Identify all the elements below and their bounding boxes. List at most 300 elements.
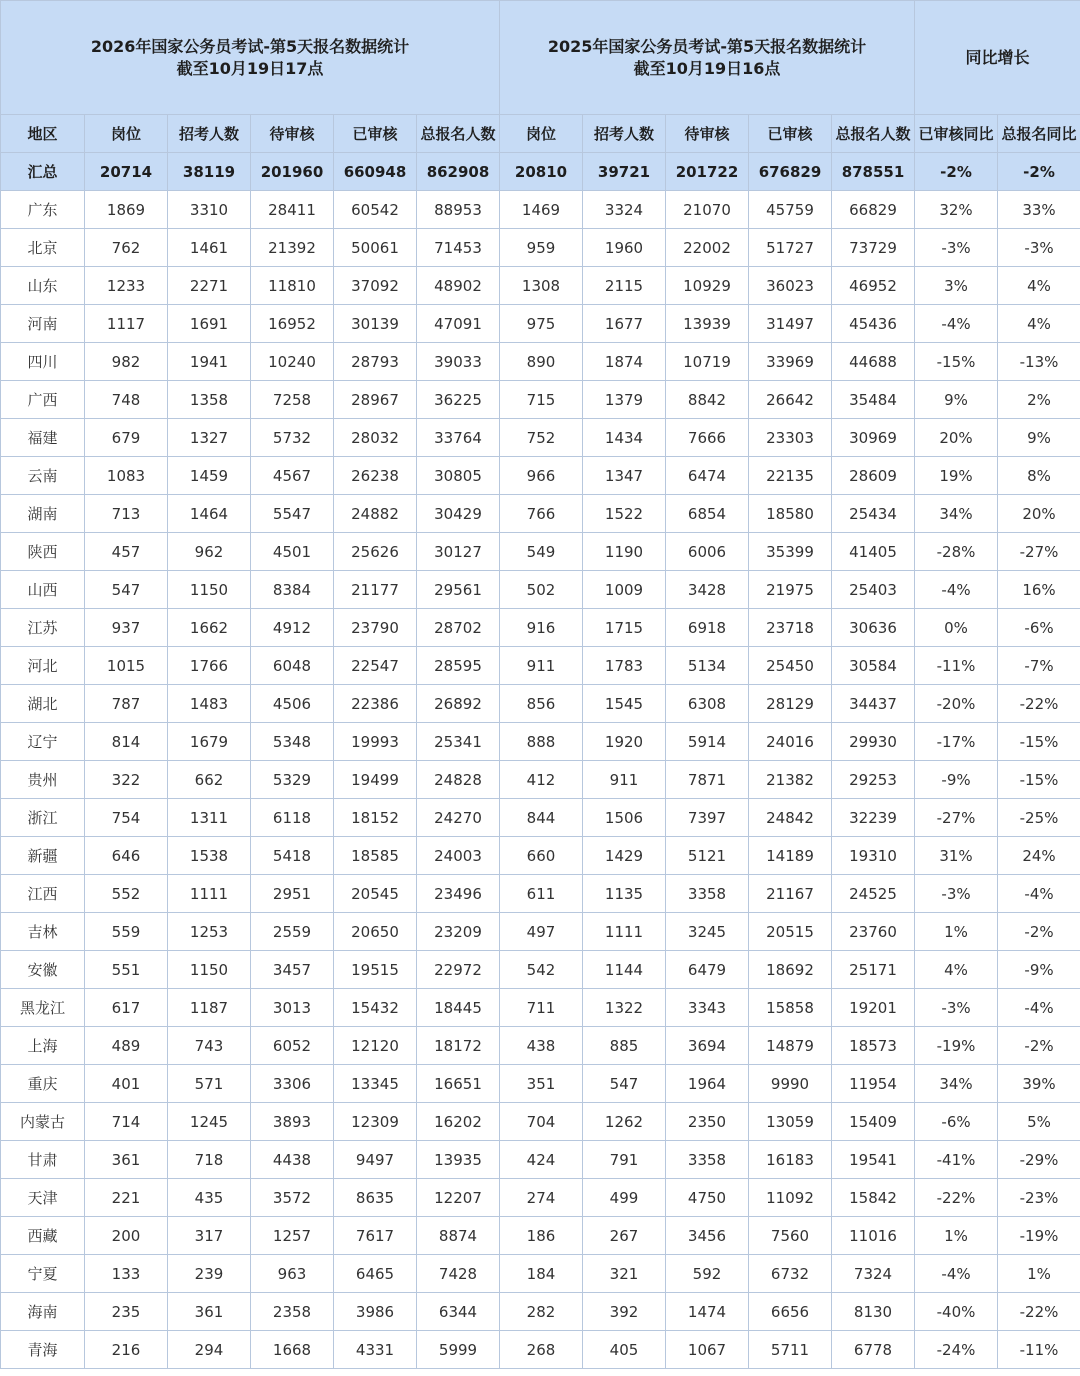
table-cell: 184 [500,1255,583,1293]
table-cell: 33764 [417,419,500,457]
table-cell: 8874 [417,1217,500,1255]
total-row [1,153,1080,191]
table-cell: 267 [583,1217,666,1255]
table-cell: 4501 [251,533,334,571]
table-row [1,381,1080,419]
table-cell: 6465 [334,1255,417,1293]
table-cell: 1253 [168,913,251,951]
region-cell: 江西 [1,875,85,913]
table-cell: 25171 [832,951,915,989]
table-cell: 60542 [334,191,417,229]
region-cell: 新疆 [1,837,85,875]
table-cell: 9990 [749,1065,832,1103]
title-yoy: 同比增长 [915,1,1080,115]
table-row [1,1065,1080,1103]
table-row [1,267,1080,305]
table-cell: -2% [998,913,1080,951]
table-cell: 888 [500,723,583,761]
table-cell: 9% [915,381,998,419]
table-cell: 1245 [168,1103,251,1141]
table-cell: 45436 [832,305,915,343]
table-row [1,989,1080,1027]
table-cell: 1538 [168,837,251,875]
table-cell: -7% [998,647,1080,685]
table-cell: 15858 [749,989,832,1027]
table-cell: 18152 [334,799,417,837]
table-cell: 791 [583,1141,666,1179]
table-cell: 19499 [334,761,417,799]
table-cell: 6308 [666,685,749,723]
region-cell: 吉林 [1,913,85,951]
table-row [1,799,1080,837]
table-cell: 5418 [251,837,334,875]
table-cell: 12207 [417,1179,500,1217]
table-cell: 18580 [749,495,832,533]
table-cell: 34% [915,495,998,533]
table-cell: 35484 [832,381,915,419]
table-cell: 322 [85,761,168,799]
table-cell: 30139 [334,305,417,343]
table-cell: 16952 [251,305,334,343]
table-cell: 1009 [583,571,666,609]
table-cell: -4% [915,305,998,343]
table-cell: 0% [915,609,998,647]
table-cell: 21070 [666,191,749,229]
table-cell: 4% [915,951,998,989]
table-cell: 39% [998,1065,1080,1103]
table-cell: 28032 [334,419,417,457]
table-cell: 1% [998,1255,1080,1293]
table-cell: -24% [915,1331,998,1369]
table-cell: -4% [998,989,1080,1027]
table-cell: 890 [500,343,583,381]
total-cell: 20810 [500,153,583,191]
table-cell: 3324 [583,191,666,229]
table-cell: 36225 [417,381,500,419]
region-cell: 湖北 [1,685,85,723]
table-cell: 1150 [168,571,251,609]
title-2026-line1: 2026年国家公务员考试-第5天报名数据统计 [90,36,410,56]
table-cell: -11% [915,647,998,685]
table-cell: 911 [583,761,666,799]
table-cell: 16202 [417,1103,500,1141]
table-cell: 30969 [832,419,915,457]
total-cell: 20714 [85,153,168,191]
table-cell: 1379 [583,381,666,419]
table-cell: -15% [998,723,1080,761]
table-cell: 5914 [666,723,749,761]
table-cell: 1461 [168,229,251,267]
table-cell: 361 [168,1293,251,1331]
table-cell: 959 [500,229,583,267]
table-cell: 1677 [583,305,666,343]
table-cell: 787 [85,685,168,723]
table-cell: 30636 [832,609,915,647]
table-cell: 392 [583,1293,666,1331]
table-cell: 24828 [417,761,500,799]
table-cell: 457 [85,533,168,571]
table-cell: 26238 [334,457,417,495]
table-cell: -27% [998,533,1080,571]
column-header: 总报名人数 [832,115,915,153]
table-cell: 24% [998,837,1080,875]
column-header-row [1,115,1080,153]
title-2025-line2: 截至10月19日16点 [633,58,781,78]
region-cell: 河北 [1,647,85,685]
table-cell: -4% [915,571,998,609]
table-cell: 29930 [832,723,915,761]
table-cell: 282 [500,1293,583,1331]
table-cell: 216 [85,1331,168,1369]
table-cell: 6479 [666,951,749,989]
table-cell: 1545 [583,685,666,723]
table-cell: 2115 [583,267,666,305]
table-cell: 6732 [749,1255,832,1293]
table-cell: -25% [998,799,1080,837]
table-cell: 3% [915,267,998,305]
table-cell: 66829 [832,191,915,229]
table-cell: 3428 [666,571,749,609]
table-cell: 4% [998,267,1080,305]
table-cell: 1964 [666,1065,749,1103]
table-cell: 5134 [666,647,749,685]
table-cell: 11810 [251,267,334,305]
table-cell: 1783 [583,647,666,685]
region-cell: 安徽 [1,951,85,989]
table-cell: 489 [85,1027,168,1065]
table-cell: -3% [915,875,998,913]
table-cell: 37092 [334,267,417,305]
table-cell: 23496 [417,875,500,913]
table-row [1,1331,1080,1369]
table-cell: 45759 [749,191,832,229]
table-cell: 3358 [666,875,749,913]
table-cell: 16651 [417,1065,500,1103]
table-cell: 28411 [251,191,334,229]
table-cell: 1715 [583,609,666,647]
table-cell: 88953 [417,191,500,229]
table-cell: 50061 [334,229,417,267]
table-cell: 9% [998,419,1080,457]
table-cell: 22386 [334,685,417,723]
table-cell: 547 [583,1065,666,1103]
table-cell: 1% [915,1217,998,1255]
table-cell: 30429 [417,495,500,533]
table-cell: 11016 [832,1217,915,1255]
table-row [1,305,1080,343]
table-row [1,913,1080,951]
table-cell: 21975 [749,571,832,609]
table-cell: 5348 [251,723,334,761]
table-row [1,1027,1080,1065]
table-cell: 748 [85,381,168,419]
table-cell: 25626 [334,533,417,571]
region-cell: 浙江 [1,799,85,837]
table-cell: 2358 [251,1293,334,1331]
table-cell: 4% [998,305,1080,343]
table-cell: 18692 [749,951,832,989]
table-cell: 1% [915,913,998,951]
table-cell: 1067 [666,1331,749,1369]
column-header: 招考人数 [583,115,666,153]
table-cell: 12309 [334,1103,417,1141]
region-cell: 辽宁 [1,723,85,761]
table-cell: 412 [500,761,583,799]
table-cell: -28% [915,533,998,571]
table-cell: 34437 [832,685,915,723]
table-cell: 31497 [749,305,832,343]
table-cell: 23303 [749,419,832,457]
table-cell: -17% [915,723,998,761]
table-cell: 20515 [749,913,832,951]
table-row [1,1103,1080,1141]
table-row [1,1179,1080,1217]
table-cell: 754 [85,799,168,837]
table-cell: 713 [85,495,168,533]
table-cell: 1322 [583,989,666,1027]
table-cell: 25434 [832,495,915,533]
table-cell: 1920 [583,723,666,761]
column-header: 岗位 [500,115,583,153]
table-cell: 22135 [749,457,832,495]
table-cell: 24270 [417,799,500,837]
total-cell: -2% [915,153,998,191]
total-cell: 39721 [583,153,666,191]
table-cell: 133 [85,1255,168,1293]
table-cell: 19201 [832,989,915,1027]
table-row [1,533,1080,571]
table-cell: 3694 [666,1027,749,1065]
column-header: 待审核 [666,115,749,153]
table-cell: 551 [85,951,168,989]
table-cell: 662 [168,761,251,799]
table-row [1,761,1080,799]
table-cell: 502 [500,571,583,609]
table-cell: 5711 [749,1331,832,1369]
table-cell: 23790 [334,609,417,647]
table-cell: 1662 [168,609,251,647]
table-row [1,723,1080,761]
table-cell: 46952 [832,267,915,305]
table-cell: 20% [998,495,1080,533]
table-cell: 25450 [749,647,832,685]
region-cell: 山东 [1,267,85,305]
table-cell: 19515 [334,951,417,989]
table-cell: 424 [500,1141,583,1179]
table-cell: 3306 [251,1065,334,1103]
table-cell: 20545 [334,875,417,913]
table-cell: -3% [998,229,1080,267]
table-cell: 32% [915,191,998,229]
table-row [1,419,1080,457]
table-cell: 239 [168,1255,251,1293]
table-cell: 814 [85,723,168,761]
region-cell: 湖南 [1,495,85,533]
table-cell: 1111 [168,875,251,913]
table-cell: 29561 [417,571,500,609]
table-cell: 19541 [832,1141,915,1179]
table-cell: 2559 [251,913,334,951]
table-cell: 4506 [251,685,334,723]
region-cell: 河南 [1,305,85,343]
table-cell: -9% [998,951,1080,989]
table-cell: 2350 [666,1103,749,1141]
table-cell: 6778 [832,1331,915,1369]
table-cell: 962 [168,533,251,571]
table-cell: 1506 [583,799,666,837]
table-cell: 15432 [334,989,417,1027]
table-cell: 2271 [168,267,251,305]
table-cell: 24842 [749,799,832,837]
column-header: 招考人数 [168,115,251,153]
table-cell: 221 [85,1179,168,1217]
table-cell: 499 [583,1179,666,1217]
table-row [1,837,1080,875]
table-cell: 714 [85,1103,168,1141]
region-cell: 贵州 [1,761,85,799]
table-cell: 7560 [749,1217,832,1255]
table-row [1,1217,1080,1255]
table-cell: 8635 [334,1179,417,1217]
table-cell: 7428 [417,1255,500,1293]
table-cell: 1015 [85,647,168,685]
table-cell: 5547 [251,495,334,533]
region-cell: 北京 [1,229,85,267]
table-cell: 1679 [168,723,251,761]
table-cell: 1691 [168,305,251,343]
table-cell: -2% [998,1027,1080,1065]
table-cell: 18445 [417,989,500,1027]
table-cell: 1474 [666,1293,749,1331]
table-cell: -11% [998,1331,1080,1369]
table-cell: 8842 [666,381,749,419]
table-cell: 48902 [417,267,500,305]
table-cell: 30127 [417,533,500,571]
table-cell: 30584 [832,647,915,685]
table-cell: 20650 [334,913,417,951]
table-row [1,191,1080,229]
table-cell: 1464 [168,495,251,533]
table-cell: 975 [500,305,583,343]
table-cell: 19310 [832,837,915,875]
region-cell: 黑龙江 [1,989,85,1027]
table-cell: 4331 [334,1331,417,1369]
table-cell: 5732 [251,419,334,457]
table-cell: 3310 [168,191,251,229]
table-cell: 22547 [334,647,417,685]
column-header: 地区 [1,115,85,153]
table-cell: 361 [85,1141,168,1179]
table-cell: 1869 [85,191,168,229]
table-cell: -13% [998,343,1080,381]
region-cell: 西藏 [1,1217,85,1255]
table-cell: 10240 [251,343,334,381]
table-cell: 35399 [749,533,832,571]
column-header: 已审核 [334,115,417,153]
table-cell: 16% [998,571,1080,609]
table-cell: -40% [915,1293,998,1331]
table-cell: 4912 [251,609,334,647]
table-cell: -27% [915,799,998,837]
table-cell: 937 [85,609,168,647]
table-cell: 34% [915,1065,998,1103]
table-row [1,1293,1080,1331]
table-cell: 351 [500,1065,583,1103]
table-cell: 7871 [666,761,749,799]
table-cell: 497 [500,913,583,951]
table-cell: 6118 [251,799,334,837]
table-cell: 982 [85,343,168,381]
table-cell: 28595 [417,647,500,685]
region-cell: 天津 [1,1179,85,1217]
table-cell: 15842 [832,1179,915,1217]
table-cell: 4750 [666,1179,749,1217]
table-cell: 542 [500,951,583,989]
table-cell: 8384 [251,571,334,609]
table-cell: 3572 [251,1179,334,1217]
table-cell: 15409 [832,1103,915,1141]
table-cell: 28967 [334,381,417,419]
table-row [1,571,1080,609]
table-cell: 294 [168,1331,251,1369]
region-cell: 山西 [1,571,85,609]
table-cell: 1135 [583,875,666,913]
table-cell: 4567 [251,457,334,495]
table-cell: 7324 [832,1255,915,1293]
region-cell: 宁夏 [1,1255,85,1293]
table-row [1,495,1080,533]
table-cell: 30805 [417,457,500,495]
table-cell: 22972 [417,951,500,989]
table-cell: 752 [500,419,583,457]
table-cell: 71453 [417,229,500,267]
table-cell: 6048 [251,647,334,685]
table-cell: 646 [85,837,168,875]
table-cell: 6344 [417,1293,500,1331]
table-cell: 28129 [749,685,832,723]
table-cell: 1117 [85,305,168,343]
table-cell: 6854 [666,495,749,533]
table-cell: 3986 [334,1293,417,1331]
table-row [1,1141,1080,1179]
table-cell: 1960 [583,229,666,267]
table-cell: 704 [500,1103,583,1141]
table-cell: 916 [500,609,583,647]
table-cell: 1483 [168,685,251,723]
table-cell: 1874 [583,343,666,381]
table-cell: 41405 [832,533,915,571]
total-cell: -2% [998,153,1080,191]
table-cell: 13059 [749,1103,832,1141]
table-cell: 438 [500,1027,583,1065]
table-cell: 24003 [417,837,500,875]
table-cell: 435 [168,1179,251,1217]
table-cell: 24525 [832,875,915,913]
table-cell: 26642 [749,381,832,419]
table-cell: 19993 [334,723,417,761]
table-row [1,229,1080,267]
table-cell: 1150 [168,951,251,989]
region-cell: 内蒙古 [1,1103,85,1141]
table-cell: 32239 [832,799,915,837]
table-cell: 3457 [251,951,334,989]
table-cell: 13935 [417,1141,500,1179]
table-cell: 1766 [168,647,251,685]
table-row [1,647,1080,685]
table-cell: 1469 [500,191,583,229]
table-cell: 559 [85,913,168,951]
table-cell: 3893 [251,1103,334,1141]
